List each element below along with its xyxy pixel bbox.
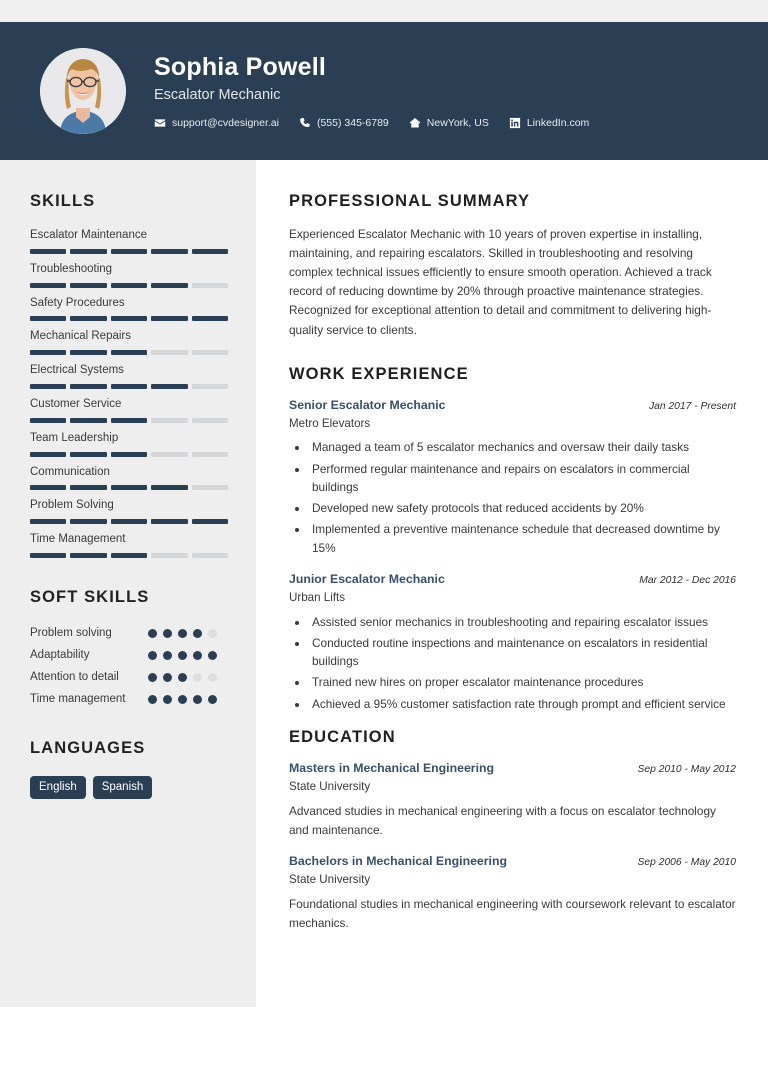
skill-segment xyxy=(192,418,228,423)
page-top-margin xyxy=(0,0,768,22)
soft-skill-dot xyxy=(178,695,187,704)
contact-list xyxy=(154,117,589,129)
contact-location-text: NewYork, US xyxy=(426,117,489,130)
soft-skills-section xyxy=(30,588,228,709)
skill-label: Escalator Maintenance xyxy=(30,229,147,241)
skill-segment xyxy=(30,553,66,558)
skill-label: Troubleshooting xyxy=(30,262,113,275)
skill-segment xyxy=(192,519,228,524)
skill-segment xyxy=(70,452,106,457)
education-entry-header xyxy=(289,854,736,870)
soft-skill-dot xyxy=(178,629,187,638)
soft-skill-dot xyxy=(163,629,172,638)
skill-level-bar xyxy=(30,350,228,355)
work-experience-list xyxy=(289,398,736,713)
soft-skill-dot xyxy=(148,629,157,638)
soft-skill-dot xyxy=(208,651,217,660)
skill-segment xyxy=(111,452,147,457)
education-degree: Masters in Mechanical Engineering xyxy=(289,761,495,775)
skill-level-bar xyxy=(30,553,228,558)
education-heading: EDUCATION xyxy=(289,728,396,746)
skill-segment xyxy=(111,553,147,558)
skill-level-bar xyxy=(30,519,228,524)
soft-skill-dot xyxy=(178,651,187,660)
job-role-subtitle: Escalator Mechanic xyxy=(154,86,281,103)
skill-segment xyxy=(30,519,66,524)
skill-segment xyxy=(192,316,228,321)
work-entry-header xyxy=(289,572,736,588)
work-bullet: • Assisted senior mechanics in troubleshooting and repairing escalator issues xyxy=(309,613,736,631)
skill-segment xyxy=(151,519,187,524)
skill-segment xyxy=(111,418,147,423)
skill-label: Safety Procedures xyxy=(30,296,125,309)
work-bullet: • Achieved a 95% customer satisfaction rate through prompt and efficient service xyxy=(309,695,736,713)
skill-level-bar xyxy=(30,452,228,457)
skill-item xyxy=(30,263,228,288)
work-bullet-list xyxy=(289,613,736,713)
education-entry xyxy=(289,854,736,932)
skill-segment xyxy=(151,249,187,254)
skill-item xyxy=(30,229,228,254)
skill-item xyxy=(30,499,228,524)
skill-segment xyxy=(151,452,187,457)
envelope-icon xyxy=(154,117,166,129)
languages-heading: LANGUAGES xyxy=(30,738,146,757)
soft-skill-dot xyxy=(193,629,202,638)
language-chip-list xyxy=(30,776,228,799)
education-entry xyxy=(289,761,736,839)
skill-segment xyxy=(30,485,66,490)
skill-label: Communication xyxy=(30,465,110,478)
soft-skills-heading: SOFT SKILLS xyxy=(30,587,150,606)
header-text-block xyxy=(154,53,589,129)
summary-text: Experienced Escalator Mechanic with 10 years of proven expertise in installing, maintaining, and repairing escalators. Skilled in troubleshooting and resolving complex technical issues efficiently to ensure smooth operation. Achieved a track record of reducing downtime by 20% through proactive maintenance strategies. Recognized for exceptional attention to detail and commitment to delivering high-quality service to clients. xyxy=(289,227,712,337)
skill-item xyxy=(30,297,228,322)
skill-item xyxy=(30,432,228,457)
skill-level-bar xyxy=(30,283,228,288)
soft-skill-dot xyxy=(148,695,157,704)
page-title: Sophia Powell xyxy=(154,52,327,81)
soft-skill-rating xyxy=(148,625,218,638)
languages-section xyxy=(30,739,228,799)
soft-skill-label: Attention to detail xyxy=(30,670,119,683)
soft-skill-label: Time management xyxy=(30,692,126,705)
skill-segment xyxy=(151,485,187,490)
skill-segment xyxy=(70,485,106,490)
skill-item xyxy=(30,466,228,491)
skill-segment xyxy=(30,384,66,389)
soft-skill-label: Problem solving xyxy=(30,626,112,639)
contact-phone[interactable] xyxy=(299,117,389,129)
contact-phone-text: (555) 345-6789 xyxy=(316,117,389,130)
skill-segment xyxy=(111,384,147,389)
skill-segment xyxy=(111,316,147,321)
skill-level-bar xyxy=(30,316,228,321)
skill-segment xyxy=(192,384,228,389)
skill-level-bar xyxy=(30,249,228,254)
work-company: Urban Lifts xyxy=(289,590,346,604)
soft-skill-dot xyxy=(193,695,202,704)
education-degree: Bachelors in Mechanical Engineering xyxy=(289,854,507,869)
user-photo-icon xyxy=(40,48,126,134)
soft-skill-dot xyxy=(208,695,217,704)
soft-skill-dot xyxy=(163,695,172,704)
skill-segment xyxy=(70,316,106,321)
skill-segment xyxy=(192,452,228,457)
skill-segment xyxy=(111,249,147,254)
work-experience-heading: WORK EXPERIENCE xyxy=(289,364,469,383)
skill-label: Time Management xyxy=(30,533,126,546)
education-section xyxy=(289,728,736,933)
soft-skill-rating xyxy=(148,669,218,682)
soft-skills-list xyxy=(30,625,228,709)
education-school: State University xyxy=(289,779,371,793)
summary-heading: PROFESSIONAL SUMMARY xyxy=(289,192,531,210)
work-bullet: • Implemented a preventive maintenance schedule that decreased downtime by 15% xyxy=(309,520,736,557)
skill-label: Customer Service xyxy=(30,397,122,410)
skill-segment xyxy=(70,519,106,524)
skill-segment xyxy=(30,283,66,288)
education-date-range: Sep 2006 - May 2010 xyxy=(637,857,736,869)
soft-skill-dot xyxy=(193,673,202,682)
education-entry-header xyxy=(289,761,736,777)
contact-linkedin-text: LinkedIn.com xyxy=(526,117,590,130)
skill-label: Electrical Systems xyxy=(30,364,124,377)
skill-level-bar xyxy=(30,418,228,423)
sidebar xyxy=(0,160,256,1007)
contact-location[interactable] xyxy=(409,117,489,129)
linkedin-icon xyxy=(509,117,521,129)
skill-segment xyxy=(151,350,187,355)
skill-label: Mechanical Repairs xyxy=(30,330,131,343)
work-company: Metro Elevators xyxy=(289,416,371,430)
soft-skill-item xyxy=(30,669,228,687)
skill-segment xyxy=(70,418,106,423)
language-chip[interactable]: Spanish xyxy=(93,776,153,799)
work-bullet: • Trained new hires on proper escalator maintenance procedures xyxy=(309,673,736,691)
skill-segment xyxy=(30,249,66,254)
phone-icon xyxy=(299,117,311,129)
soft-skill-dot xyxy=(178,673,187,682)
skill-segment xyxy=(192,553,228,558)
skills-heading: SKILLS xyxy=(30,192,96,210)
soft-skill-rating xyxy=(148,691,218,704)
skill-segment xyxy=(70,249,106,254)
skills-list xyxy=(30,229,228,558)
skill-item xyxy=(30,398,228,423)
work-bullet: • Conducted routine inspections and maintenance on escalators in residential buildings xyxy=(309,634,736,671)
education-date-range: Sep 2010 - May 2012 xyxy=(637,764,736,775)
resume-header xyxy=(0,22,768,160)
home-icon xyxy=(409,117,421,129)
soft-skill-dot xyxy=(148,673,157,682)
education-description: Foundational studies in mechanical engineering with coursework relevant to escalator mechanics. xyxy=(289,897,736,930)
work-job-title: Junior Escalator Mechanic xyxy=(289,571,445,586)
contact-email[interactable] xyxy=(154,117,279,129)
skill-label: Team Leadership xyxy=(30,431,119,444)
contact-linkedin[interactable] xyxy=(509,117,589,129)
avatar xyxy=(40,48,126,134)
work-date-range: Mar 2012 - Dec 2016 xyxy=(639,574,736,586)
skill-segment xyxy=(151,553,187,558)
education-list xyxy=(289,761,736,933)
skill-segment xyxy=(30,452,66,457)
soft-skill-dot xyxy=(193,651,202,660)
skill-segment xyxy=(192,350,228,355)
skill-segment xyxy=(70,384,106,389)
work-bullet: • Managed a team of 5 escalator mechanics and oversaw their daily tasks xyxy=(309,438,736,456)
soft-skill-dot xyxy=(148,651,157,660)
soft-skill-rating xyxy=(148,647,218,660)
skill-segment xyxy=(151,384,187,389)
education-description: Advanced studies in mechanical engineering with a focus on escalator technology and maintenance. xyxy=(289,803,716,837)
skill-level-bar xyxy=(30,384,228,389)
skill-segment xyxy=(151,316,187,321)
skill-segment xyxy=(111,519,147,524)
skill-segment xyxy=(192,485,228,490)
work-bullet: • Performed regular maintenance and repairs on escalators in commercial buildings xyxy=(309,460,736,497)
skill-item xyxy=(30,330,228,355)
skill-segment xyxy=(192,249,228,254)
skill-item xyxy=(30,533,228,558)
soft-skill-dot xyxy=(163,651,172,660)
skill-segment xyxy=(70,350,106,355)
soft-skill-item xyxy=(30,647,228,665)
skill-segment xyxy=(30,418,66,423)
work-entry xyxy=(289,572,736,713)
contact-email-text: support@cvdesigner.ai xyxy=(172,117,279,130)
soft-skill-item xyxy=(30,625,228,643)
skill-label: Problem Solving xyxy=(30,499,114,512)
work-entry xyxy=(289,398,736,557)
skill-segment xyxy=(111,350,147,355)
work-job-title: Senior Escalator Mechanic xyxy=(289,397,446,412)
work-entry-header xyxy=(289,398,736,414)
skill-item xyxy=(30,364,228,389)
work-bullet: • Developed new safety protocols that reduced accidents by 20% xyxy=(309,499,736,517)
soft-skill-item xyxy=(30,691,228,709)
work-date-range: Jan 2017 - Present xyxy=(648,400,736,412)
soft-skill-dot xyxy=(208,629,217,638)
skill-segment xyxy=(151,283,187,288)
skill-segment xyxy=(30,350,66,355)
soft-skill-label: Adaptability xyxy=(30,648,90,661)
work-bullet-list xyxy=(289,438,736,557)
language-chip[interactable]: English xyxy=(30,776,86,799)
main-content xyxy=(256,160,768,1007)
soft-skill-dot xyxy=(208,673,217,682)
skill-segment xyxy=(30,316,66,321)
skill-segment xyxy=(151,418,187,423)
soft-skill-dot xyxy=(163,673,172,682)
skill-segment xyxy=(111,485,147,490)
skill-segment xyxy=(70,283,106,288)
skill-segment xyxy=(70,553,106,558)
skill-segment xyxy=(192,283,228,288)
skill-segment xyxy=(111,283,147,288)
page-bottom-margin xyxy=(0,1007,768,1078)
skill-level-bar xyxy=(30,485,228,490)
education-school: State University xyxy=(289,873,371,887)
